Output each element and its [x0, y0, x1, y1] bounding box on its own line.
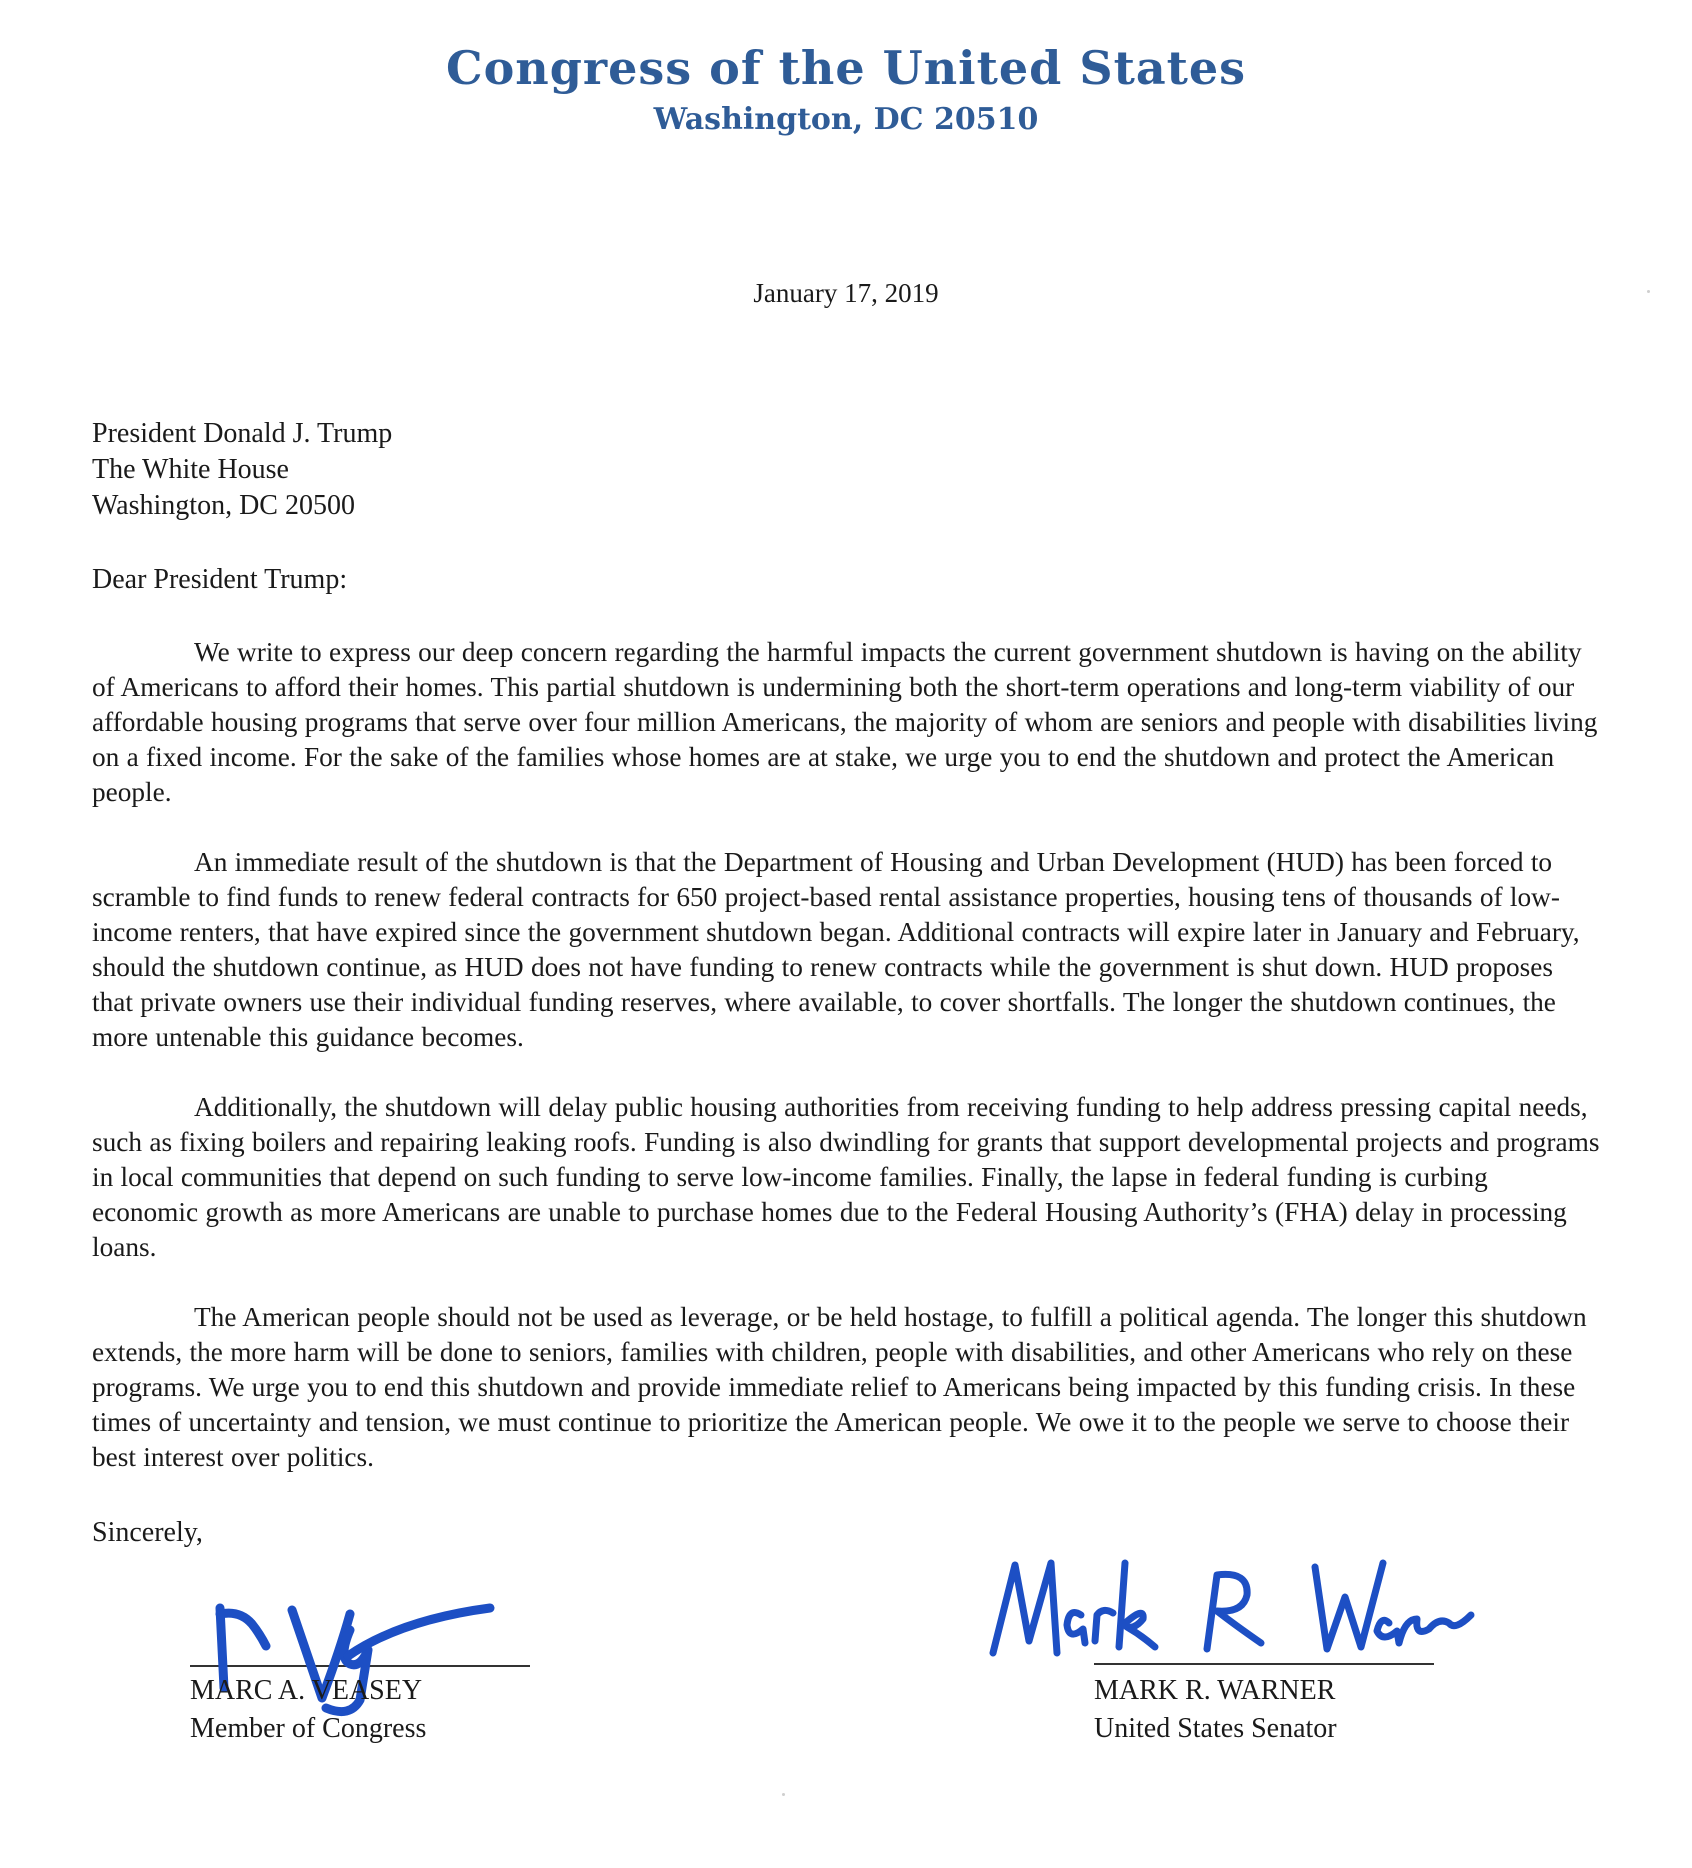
- signatory-title: Member of Congress: [190, 1713, 427, 1744]
- signatory-name: MARK R. WARNER: [1094, 1675, 1336, 1706]
- addressee-name: President Donald J. Trump: [92, 418, 393, 449]
- letter-date: January 17, 2019: [753, 278, 939, 308]
- addressee-block: [92, 416, 392, 524]
- body-paragraph: The American people should not be used as leverage, or be held hostage, to fulfill a political agenda. The longer this shutdown extends, the more harm will be done to seniors, families with children, people with disabilities, and other Americans who rely on these programs. We urge you to end this shutdown and provide immediate relief to Americans being impacted by this funding crisis. In these times of uncertainty and tension, we must continue to prioritize the American people. We owe it to the people we serve to choose their best interest over politics.: [92, 1302, 1587, 1472]
- signatory-right: [1094, 1672, 1337, 1748]
- body-paragraph: Additionally, the shutdown will delay public housing authorities from receiving funding to help address pressing capital needs, such as fixing boilers and repairing leaking roofs. Funding is also dwindling for grants that support developmental projects and programs in local communities that depend on such funding to serve low-income families. Finally, the lapse in federal funding is curbing economic growth as more Americans are unable to purchase homes due to the Federal Housing Authority’s (FHA) delay in processing loans.: [92, 1092, 1600, 1262]
- salutation: Dear President Trump:: [92, 564, 348, 595]
- addressee-building: The White House: [92, 454, 289, 485]
- scan-speck: [782, 1793, 785, 1796]
- letterhead: [0, 38, 1692, 140]
- letterhead-title: Congress of the United States: [445, 41, 1247, 95]
- signatory-name: MARC A. VEASEY: [190, 1675, 423, 1706]
- signatory-left: [190, 1672, 426, 1748]
- scan-speck: [1647, 290, 1650, 293]
- letter-body: [92, 635, 1600, 1510]
- body-paragraph: We write to express our deep concern regarding the harmful impacts the current government shutdown is having on the ability of Americans to afford their homes. This partial shutdown is undermining both the short-term operations and long-term viability of our affordable housing programs that serve over four million Americans, the majority of whom are seniors and people with disabilities living on a fixed income. For the sake of the families whose homes are at stake, we urge you to end the shutdown and protect the American people.: [92, 637, 1598, 807]
- warner-signature-icon: [985, 1545, 1485, 1665]
- signatory-title: United States Senator: [1094, 1713, 1337, 1744]
- closing: Sincerely,: [92, 1517, 203, 1548]
- addressee-city: Washington, DC 20500: [92, 490, 355, 521]
- body-paragraph: An immediate result of the shutdown is that the Department of Housing and Urban Development (HUD) has been forced to scramble to find funds to renew federal contracts for 650 project-based rental assistance properties, housing tens of thousands of low-income renters, that have expired since the government shutdown began. Additional contracts will expire later in January and February, should the shutdown continue, as HUD does not have funding to renew contracts while the government is shut down. HUD proposes that private owners use their individual funding reserves, where available, to cover shortfalls. The longer the shutdown continues, the more untenable this guidance becomes.: [92, 847, 1580, 1052]
- letterhead-address: Washington, DC 20510: [653, 102, 1039, 137]
